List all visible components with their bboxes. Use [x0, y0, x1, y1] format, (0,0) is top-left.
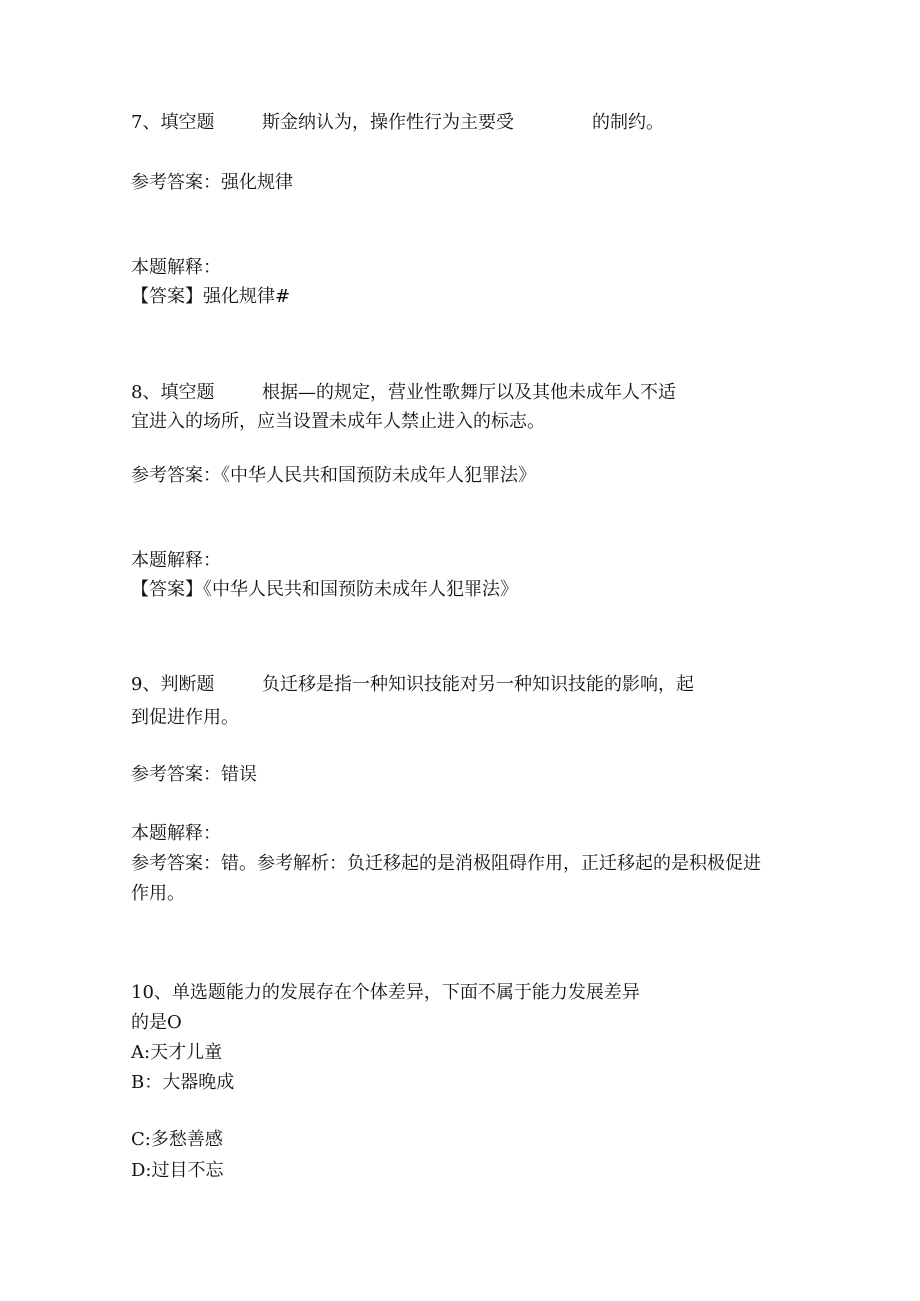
question-8-explain-line: 【答案】《中华人民共和国预防未成年人犯罪法》 [131, 579, 518, 600]
question-10-stem-line: 的是O [131, 1012, 182, 1033]
question-7-stem-start: 斯金纳认为，操作性行为主要受 [262, 112, 514, 133]
question-7-label: 7、填空题 [131, 112, 215, 133]
option-b: B：大器晚成 [131, 1072, 235, 1093]
question-9-stem-line: 负迁移是指一种知识技能对另一种知识技能的影响，起 [262, 674, 694, 695]
question-7-answer: 参考答案：强化规律 [131, 172, 293, 193]
question-7-explain-line: 【答案】强化规律# [131, 286, 291, 307]
question-8-stem-line: 宜进入的场所，应当设置未成年人禁止进入的标志。 [131, 411, 545, 432]
question-9-explain-line: 参考答案：错。参考解析：负迁移起的是消极阻碍作用，正迁移起的是积极促进 [131, 853, 761, 874]
option-c: C:多愁善感 [131, 1129, 223, 1150]
question-9-label: 9、判断题 [131, 674, 215, 695]
option-d: D:过目不忘 [131, 1160, 224, 1181]
question-7-explain-title: 本题解释： [131, 257, 221, 278]
question-8-explain-title: 本题解释： [131, 550, 221, 571]
question-8-stem-line: 根据—的规定，营业性歌舞厅以及其他未成年人不适 [262, 382, 676, 403]
question-9-stem-line: 到促进作用。 [131, 707, 239, 728]
question-9-explain-title: 本题解释： [131, 823, 221, 844]
question-10-stem-line: 10、单选题能力的发展存在个体差异，下面不属于能力发展差异 [131, 982, 640, 1003]
question-9-answer: 参考答案：错误 [131, 764, 257, 785]
question-7-stem-end: 的制约。 [592, 112, 664, 133]
question-8-answer: 参考答案：《中华人民共和国预防未成年人犯罪法》 [131, 465, 536, 486]
option-a: A:天才儿童 [131, 1042, 223, 1063]
question-8-label: 8、填空题 [131, 382, 215, 403]
question-9-explain-line: 作用。 [131, 883, 185, 904]
